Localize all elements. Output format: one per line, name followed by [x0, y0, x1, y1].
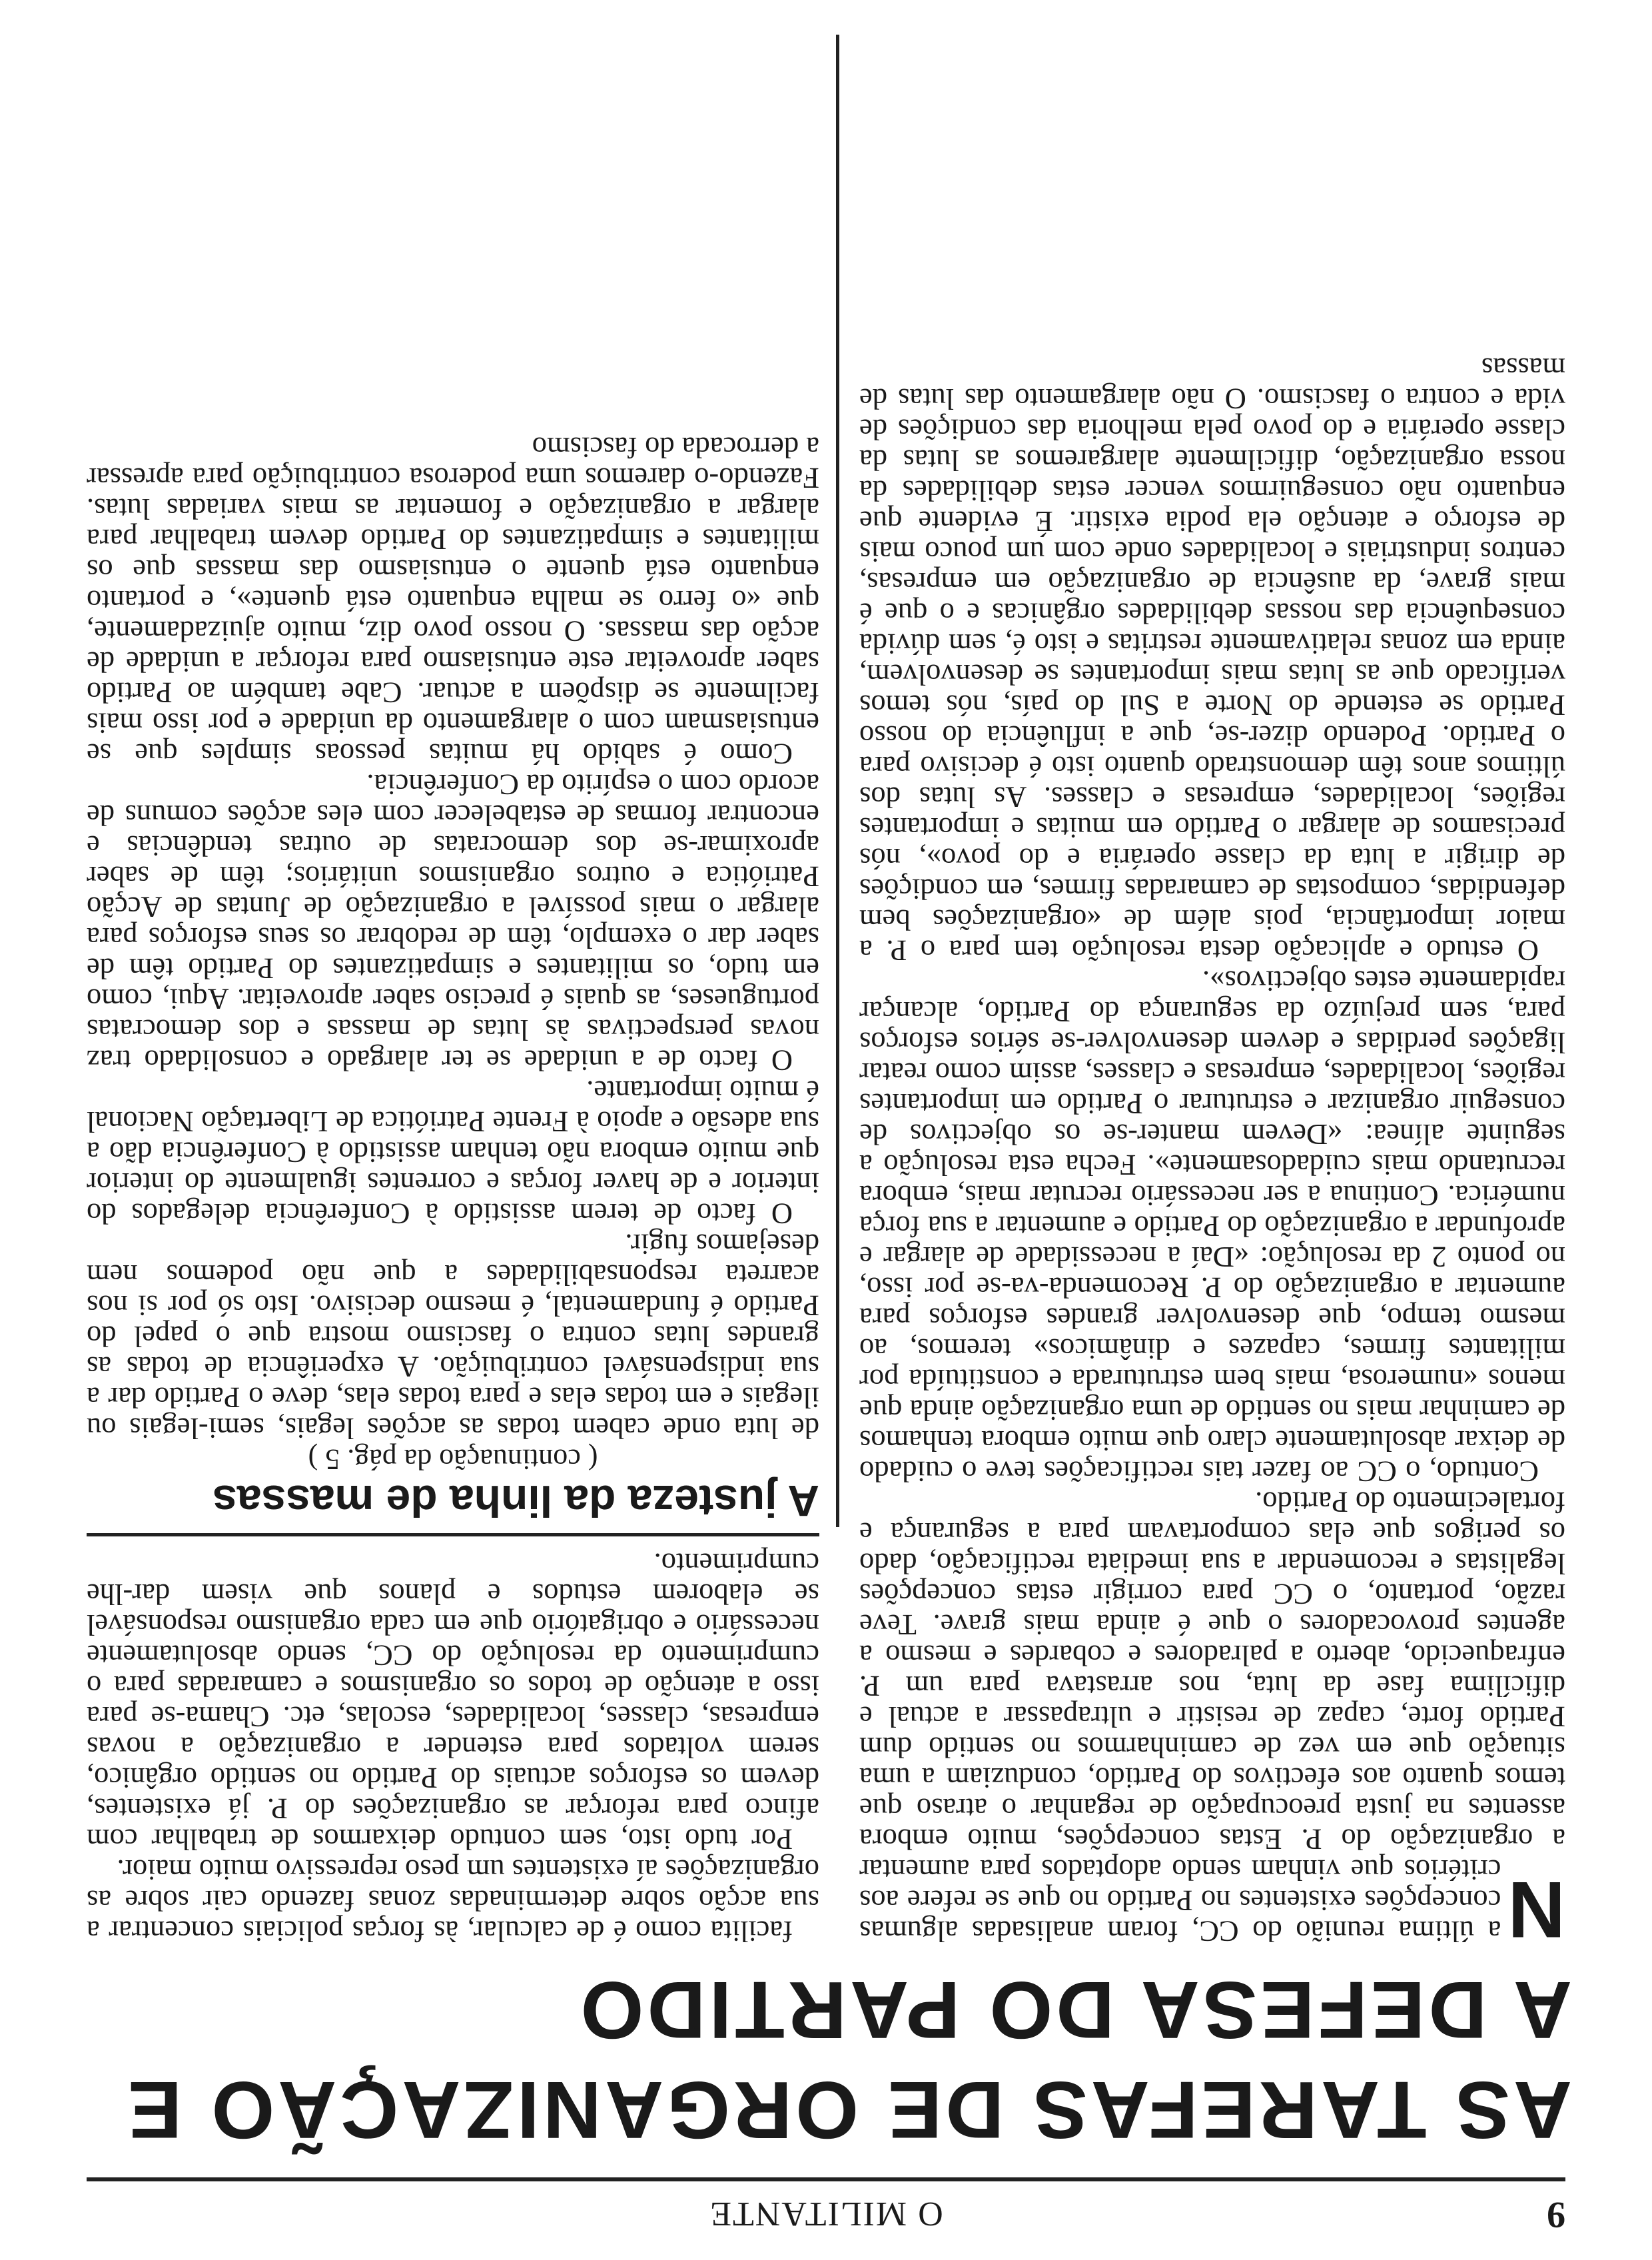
- article-paragraph: Contudo, o CC ao fazer tais rectificações teve o cuidado de deixar absolutamente claro que muito embora tenhamos de caminhar mais no sentido de uma organização ainda que menos «numerosa, mais bem estruturada e constituída por militantes firmes, capazes e dinâmicos» teremos, ao mesmo tempo, que desenvolver grandes esforços para aumentar a organização do P. Recomenda-va-se por isso, no ponto 2 da resolução: «Daí a necessidade de alargar e aprofundar a organização do Partido e aumentar a sua força numérica. Continua a ser necessário recrutar mais, embora recrutando mais cuidadosamente». Fecha esta resolução a seguinte alínea: «Devem manter-se os objectivos de conseguir organizar e estruturar o Partido em importantes regiões, localidades, empresas e classes, assim como reatar ligações perdidas e devem desenvolver-se sérios esforços para, sem prejuízo da segurança do Partido, alcançar rapidamente estes objectivos».: [859, 965, 1565, 1488]
- article-paragraph: O facto de terem assistido à Conferência delegados do interior e de haver forças e correntes igualmente do interior que muito embora não tenham assistido à Conferência dão a sua adesão e apoio à Frente Patriótica de Libertação Nacional é muito importante.: [87, 1075, 819, 1231]
- publication-name: O MILITANTE: [709, 2195, 943, 2233]
- article-paragraph: O facto de a unidade se ter alargado e consolidado traz novas perspectivas às lutas de massas e dos democratas portugueses, as quais é preciso saber aproveitar. Aqui, como em tudo, os militantes e simpatizantes do Partido têm de saber dar o exemplo, têm de redobrar os seus esforços para alargar o mais possível a organização de Juntas de Acção Patriótica e outros organismos unitários; têm de saber aproximar-se dos democratas de outras tendências e encontrar formas de estabelecer com eles acções comuns de acordo com o espírito da Conferência.: [87, 768, 819, 1077]
- continuation-note: ( continuação da pág. 5 ): [308, 1443, 598, 1476]
- article-paragraph: O estudo e aplicação desta resolução tem para o P. a maior importância, pois além de «organizações bem defendidas, compostas de camaradas firmes, em condições de dirigir a luta da classe operária e do povo», nós precisamos de alargar o Partido em muitas e importantes regiões, localidades, empresas e classes. As lutas dos últimos anos têm demonstrado quanto isto é decisivo para o Partido. Podendo dizer-se, que a influência do nosso Partido se estende do Norte a Sul do país, nós temos verificado que as lutas mais importantes se desenvolvem, ainda em zonas relativamente restritas e isto é, sem dúvida consequência das nossas debilidades orgânicas e o que é mais grave, da ausência de organização em empresas, centros industriais e localidades onde com um pouco mais de esforço e atenção ela podia existir. É evidente que enquanto não conseguirmos vencer estas debilidades da nossa organização, dificilmente alargaremos as lutas da classe operária e do povo pela melhoria das condições de vida e contra o fascismo. O não alargamento das lutas de massas: [859, 352, 1565, 967]
- section-rule: [87, 1533, 819, 1536]
- article-paragraph: a última reunião do CC, foram analisadas algumas concepções existentes no Partido no que se refere aos critérios que vinham sendo adoptados para aumentar a organização do P. Estas concepções, muito embora assentes na justa preocupação de reganhar o atraso que temos quanto aos efectivos do Partido, conduziam a uma situação que em vez de caminharmos no sentido dum Partido forte, capaz de resistir e ultrapassar a actual e dificílima fase da luta, nos arrastava para um P. enfraquecido, aberto a palradores e cobardes e mesmo a agentes provocadores o que é ainda mais grave. Teve razão, portanto, o CC para corrigir estas concepções legalistas e recomendar a sua imediata rectificação, dado os perigos que elas comportavam para a segurança e fortalecimento do Partido.: [859, 1486, 1565, 1948]
- section-headline: A justeza da linha de massas: [212, 1476, 819, 1526]
- article-paragraph: Por tudo isto, sem contudo deixarmos de trabalhar com afinco para reforçar as organizações do P. já existentes, devem os esforços actuais do Partido no sentido orgânico, serem voltados para estender a organização a novas empresas, classes, localidades, escolas, etc. Chama-se para isso a atenção de todos os organismos e camaradas para o cumprimento da resolução do CC, sendo absolutamente necessário e obrigatório que em cada organismo responsável se elaborem estudos e planos que visem dar-lhe cumprimento.: [87, 1547, 819, 1856]
- article-paragraph: facilita como é de calcular, às forças policiais concentrar a sua acção sobre determinadas zonas fazendo cair sobre as organizações aí existentes um peso repressivo muito maior.: [87, 1854, 819, 1948]
- article-paragraph: Como é sabido há muitas pessoas simples que se entusiasmam com o alargamento da unidade e por isso mais facilmente se dispõem a actuar. Cabe também ao Partido saber aproveitar este entusiasmo para reforçar a unidade de acção das massas. O nosso povo diz, muito ajuizadamente, que «o ferro se malha enquanto está quente», e portanto enquanto está quente o entusiasmo das massas que os militantes e simpatizantes do Partido devem trabalhar para alargar a organização e fomentar as mais variadas lutas. Fazendo-o daremos uma poderosa contribuição para apressar a derrocada do fascismo: [87, 431, 819, 771]
- running-head: [87, 2180, 1565, 2236]
- article-column-left: [859, 81, 1565, 1954]
- header-rule: [87, 2177, 1565, 2181]
- article-column-right: [87, 61, 819, 1947]
- drop-cap: N: [1507, 1865, 1565, 1954]
- column-divider: [836, 35, 839, 1527]
- main-headline: AS TAREFAS DE ORGANIZAÇÃO E A DEFESA DO PARTIDO: [125, 1965, 1572, 2155]
- page-number: 9: [1547, 2194, 1565, 2235]
- article-paragraph: de luta onde cabem todas as acções legais, semi-legais ou ilegais e em todas elas e para todas elas, deve o Partido dar a sua indispensável contribuição. A experiência de todas as grandes lutas contra o fascismo mostra que o papel do Partido é fundamental, é mesmo decisivo. Isto só por si nos acarreta responsabilidades a que não podemos nem desejamos fugir.: [87, 1228, 819, 1445]
